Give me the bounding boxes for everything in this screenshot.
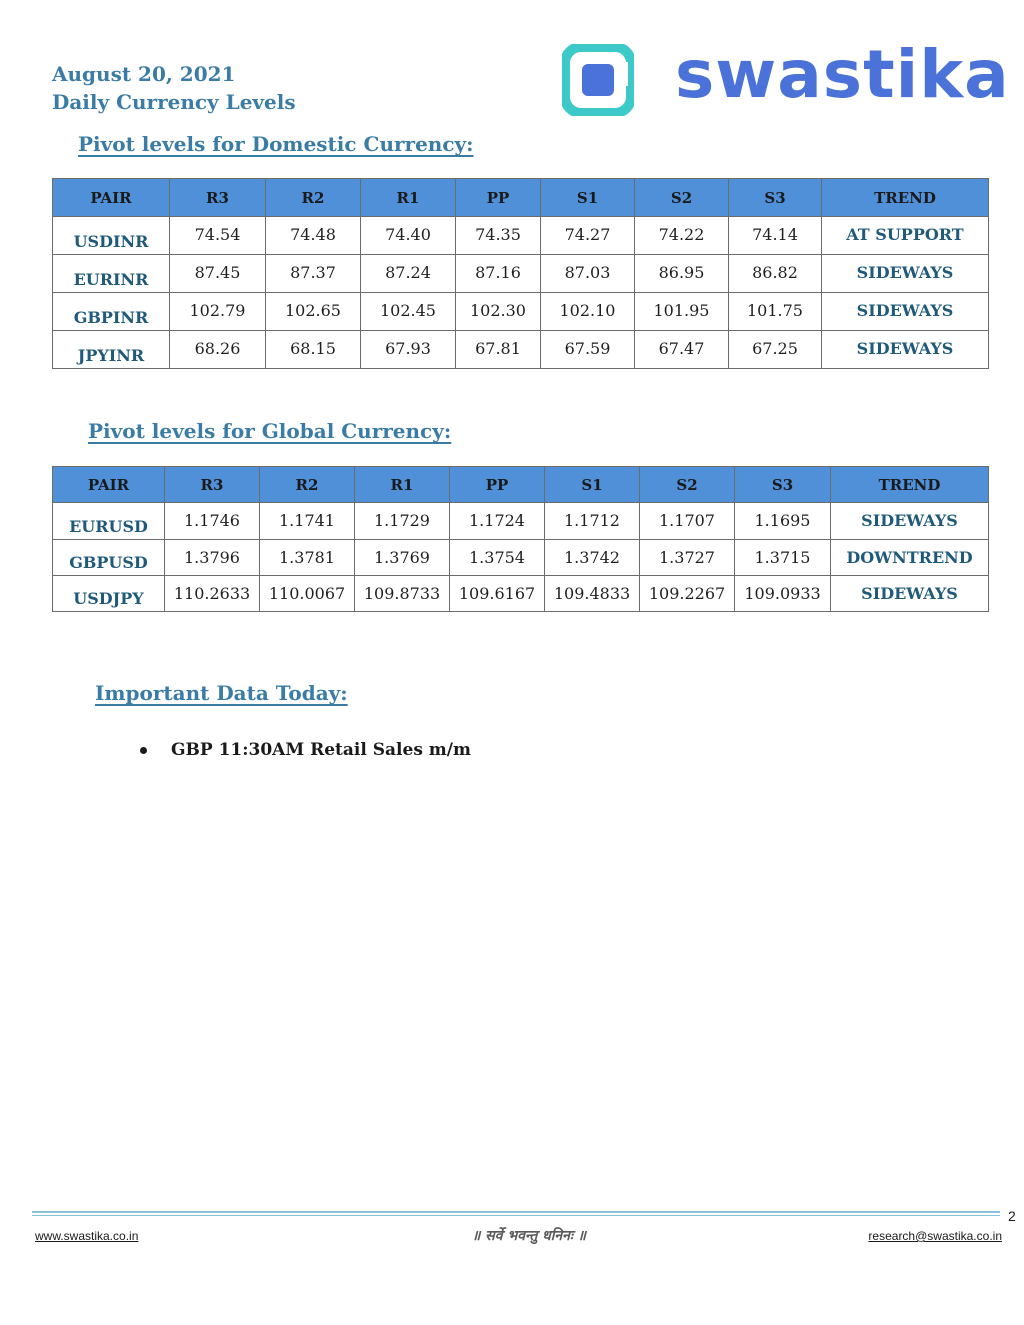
trend-cell: AT SUPPORT [822,217,989,255]
trend-cell: SIDEWAYS [822,331,989,369]
table-row [53,255,989,293]
s1-cell: 1.3742 [545,540,640,576]
r1-cell: 102.45 [361,293,456,331]
column-header-pair: PAIR [53,467,165,503]
swastika-logo [560,36,1010,122]
s3-cell: 74.14 [729,217,822,255]
trend-cell: SIDEWAYS [822,293,989,331]
table-row [53,217,989,255]
page-number: 2 [1008,1208,1016,1224]
column-header-r1: R1 [361,179,456,217]
s1-cell: 67.59 [541,331,635,369]
pp-cell: 102.30 [456,293,541,331]
report-subtitle: Daily Currency Levels [52,90,296,114]
pp-cell: 1.1724 [450,503,545,540]
column-header-s3: S3 [729,179,822,217]
s3-cell: 101.75 [729,293,822,331]
pair-cell: EURUSD [53,503,165,540]
r3-cell: 1.1746 [165,503,260,540]
r3-cell: 102.79 [170,293,266,331]
column-header-r2: R2 [260,467,355,503]
pp-cell: 1.3754 [450,540,545,576]
pair-cell: GBPINR [53,293,170,331]
r2-cell: 110.0067 [260,576,355,612]
s1-cell: 1.1712 [545,503,640,540]
s3-cell: 67.25 [729,331,822,369]
report-date: August 20, 2021 [52,62,236,86]
domestic-section-title: Pivot levels for Domestic Currency: [78,132,474,156]
column-header-r3: R3 [170,179,266,217]
swastika-logo-text: swastika [675,36,1010,113]
r1-cell: 87.24 [361,255,456,293]
column-header-r1: R1 [355,467,450,503]
pp-cell: 74.35 [456,217,541,255]
column-header-trend: TREND [831,467,989,503]
column-header-s1: S1 [545,467,640,503]
trend-cell: SIDEWAYS [831,576,989,612]
r2-cell: 68.15 [266,331,361,369]
r3-cell: 74.54 [170,217,266,255]
r1-cell: 109.8733 [355,576,450,612]
important-data-list [140,740,471,760]
r2-cell: 74.48 [266,217,361,255]
table-row [53,293,989,331]
r2-cell: 1.3781 [260,540,355,576]
r3-cell: 68.26 [170,331,266,369]
global-pivot-table [52,466,989,612]
column-header-trend: TREND [822,179,989,217]
s2-cell: 109.2267 [640,576,735,612]
pp-cell: 109.6167 [450,576,545,612]
column-header-pp: PP [450,467,545,503]
r1-cell: 1.1729 [355,503,450,540]
table-row [53,331,989,369]
r2-cell: 87.37 [266,255,361,293]
global-section-title: Pivot levels for Global Currency: [88,419,452,443]
email-link[interactable]: research@swastika.co.in [868,1229,1002,1243]
r3-cell: 1.3796 [165,540,260,576]
pp-cell: 67.81 [456,331,541,369]
s2-cell: 67.47 [635,331,729,369]
column-header-pair: PAIR [53,179,170,217]
table-row [53,540,989,576]
s2-cell: 86.95 [635,255,729,293]
website-link[interactable]: www.swastika.co.in [35,1229,139,1243]
s2-cell: 1.1707 [640,503,735,540]
r1-cell: 67.93 [361,331,456,369]
footer-divider-secondary [32,1215,1000,1216]
r1-cell: 1.3769 [355,540,450,576]
s2-cell: 74.22 [635,217,729,255]
s2-cell: 101.95 [635,293,729,331]
s1-cell: 109.4833 [545,576,640,612]
s2-cell: 1.3727 [640,540,735,576]
pair-cell: USDJPY [53,576,165,612]
s1-cell: 74.27 [541,217,635,255]
r1-cell: 74.40 [361,217,456,255]
table-row [53,503,989,540]
s3-cell: 109.0933 [735,576,831,612]
column-header-r3: R3 [165,467,260,503]
pair-cell: EURINR [53,255,170,293]
table-row [53,576,989,612]
column-header-pp: PP [456,179,541,217]
column-header-s3: S3 [735,467,831,503]
column-header-s2: S2 [635,179,729,217]
r2-cell: 102.65 [266,293,361,331]
trend-cell: DOWNTREND [831,540,989,576]
pair-cell: USDINR [53,217,170,255]
s1-cell: 102.10 [541,293,635,331]
r3-cell: 110.2633 [165,576,260,612]
column-header-r2: R2 [266,179,361,217]
list-item [140,740,471,760]
important-data-title: Important Data Today: [95,681,348,705]
swastika-logo-mark-icon [562,44,634,116]
pair-cell: JPYINR [53,331,170,369]
domestic-pivot-table [52,178,989,369]
trend-cell: SIDEWAYS [822,255,989,293]
s3-cell: 1.1695 [735,503,831,540]
footer-divider [32,1211,1000,1213]
r3-cell: 87.45 [170,255,266,293]
bullet-icon [140,747,147,754]
column-header-s2: S2 [640,467,735,503]
pair-cell: GBPUSD [53,540,165,576]
column-header-s1: S1 [541,179,635,217]
footer-motto: ॥ सर्वे भवन्तु धनिनः ॥ [472,1228,587,1244]
r2-cell: 1.1741 [260,503,355,540]
s3-cell: 86.82 [729,255,822,293]
s1-cell: 87.03 [541,255,635,293]
pp-cell: 87.16 [456,255,541,293]
list-item-text: GBP 11:30AM Retail Sales m/m [171,740,471,760]
s3-cell: 1.3715 [735,540,831,576]
trend-cell: SIDEWAYS [831,503,989,540]
